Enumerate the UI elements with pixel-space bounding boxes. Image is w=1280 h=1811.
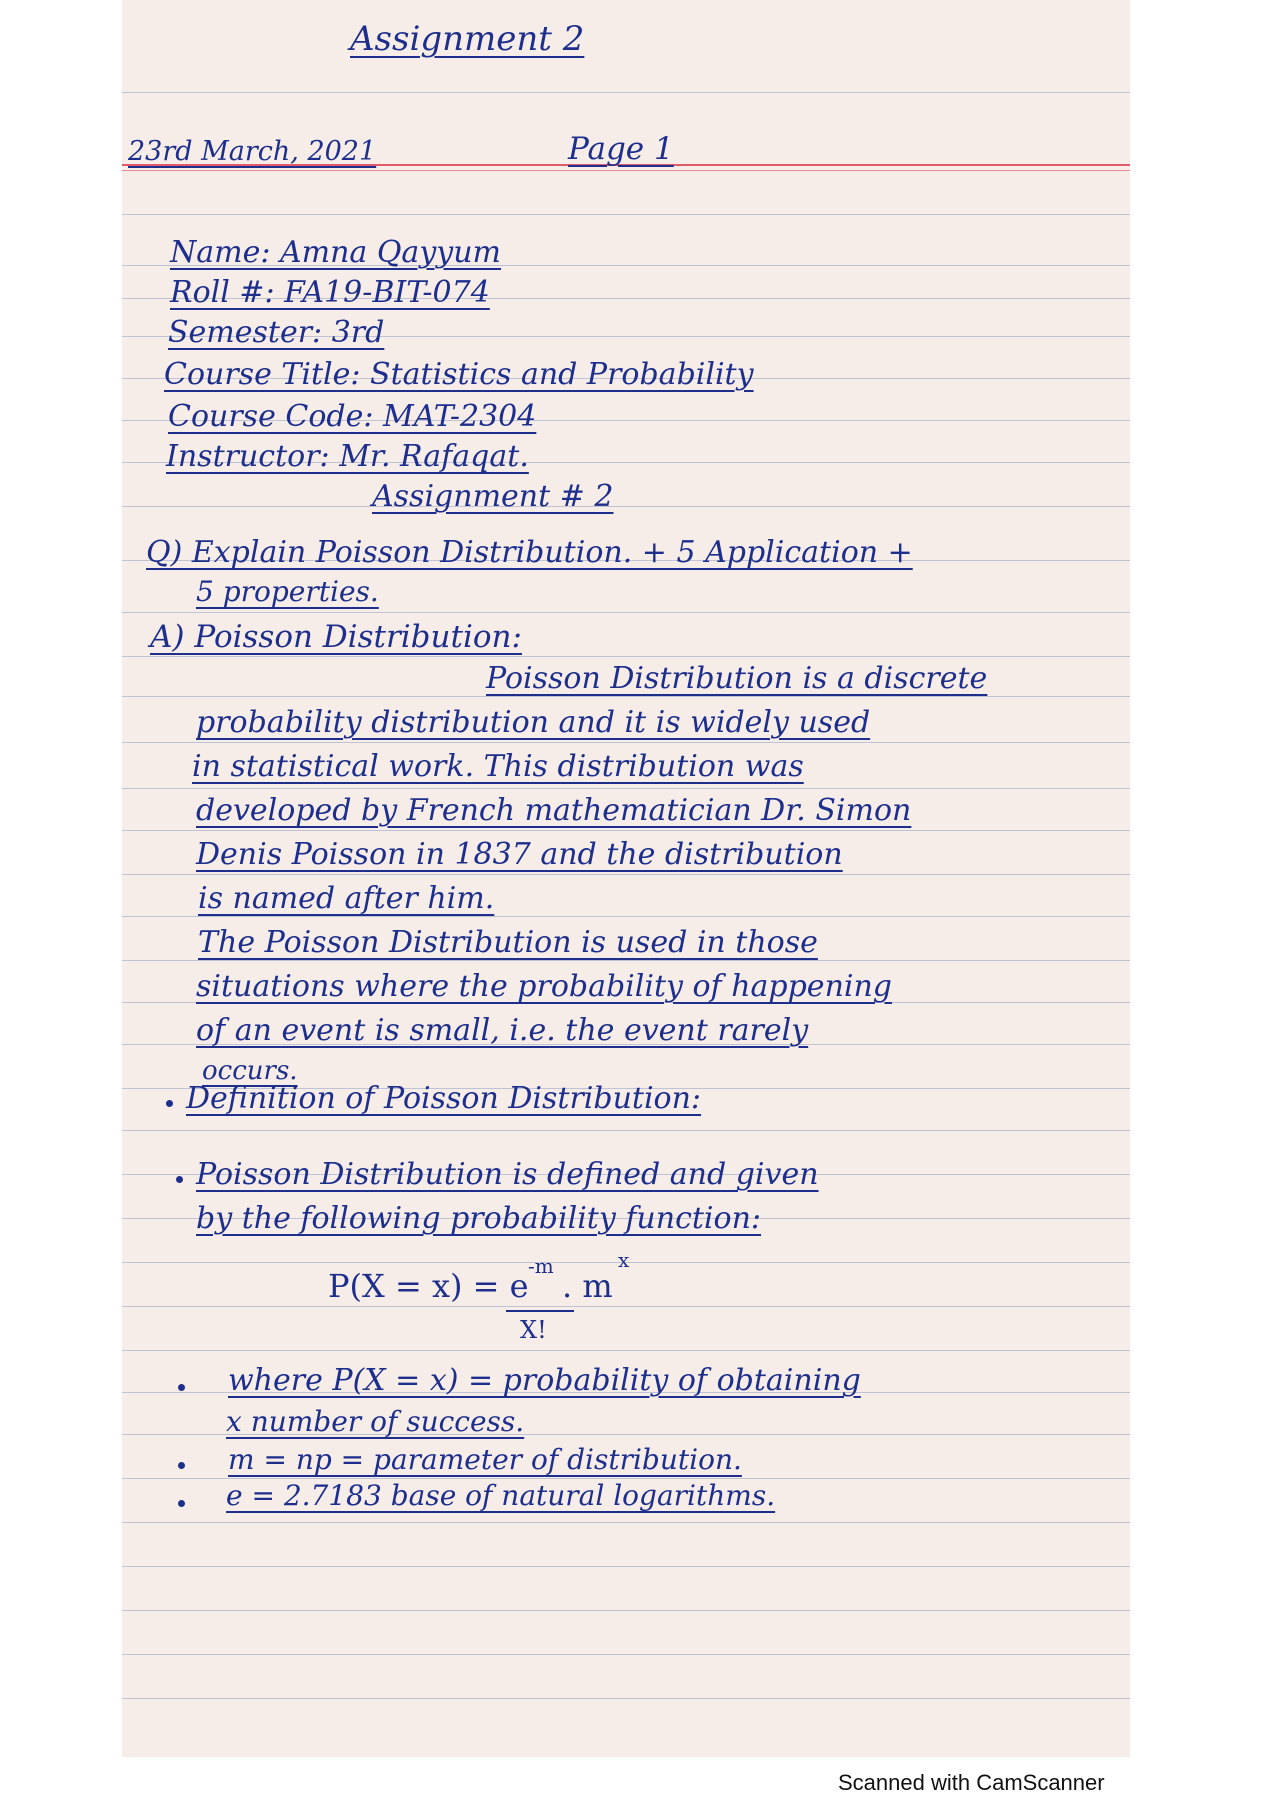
question-line: 5 properties.: [196, 575, 379, 608]
rule-line: [122, 696, 1130, 697]
rule-line: [122, 1350, 1130, 1351]
rule-line: [122, 1654, 1130, 1655]
paragraph-line: developed by French mathematician Dr. Simon: [196, 793, 912, 828]
rule-line: [122, 1610, 1130, 1611]
rule-line: [122, 960, 1130, 961]
definition-line: by the following probability function:: [196, 1201, 762, 1236]
rule-line: [122, 92, 1130, 93]
bullet-dot: [178, 1462, 185, 1469]
formula-exponent: x: [618, 1248, 630, 1272]
rule-line: [122, 1130, 1130, 1131]
fraction-bar: [506, 1310, 574, 1312]
rule-line: [122, 1306, 1130, 1307]
where-line: m = np = parameter of distribution.: [228, 1443, 742, 1476]
paragraph-line: Poisson Distribution is a discrete: [486, 661, 988, 696]
semester: Semester: 3rd: [168, 315, 385, 350]
course-title: Course Title: Statistics and Probability: [164, 357, 754, 392]
page-number: Page 1: [568, 131, 674, 167]
definition-line: Poisson Distribution is defined and given: [196, 1157, 819, 1192]
formula-denominator: X!: [520, 1316, 547, 1344]
course-code: Course Code: MAT-2304: [168, 399, 537, 434]
formula-lhs: P(X = x) = e: [328, 1267, 529, 1305]
rule-line: [122, 1698, 1130, 1699]
paragraph-line: is named after him.: [198, 881, 495, 916]
instructor: Instructor: Mr. Rafaqat.: [166, 439, 529, 474]
paragraph-line: of an event is small, i.e. the event rarely: [196, 1013, 809, 1048]
formula-exponent: -m: [528, 1254, 554, 1278]
roll-number: Roll #: FA19-BIT-074: [170, 275, 490, 310]
paragraph-line: in statistical work. This distribution was: [192, 749, 804, 784]
scanner-watermark: Scanned with CamScanner: [838, 1770, 1105, 1795]
rule-line: [122, 214, 1130, 215]
date: 23rd March, 2021: [128, 136, 377, 167]
margin-line: [122, 170, 1130, 171]
rule-line: [122, 1522, 1130, 1523]
rule-line: [122, 656, 1130, 657]
rule-line: [122, 916, 1130, 917]
notebook-page: [122, 0, 1130, 1757]
where-line: x number of success.: [226, 1405, 525, 1438]
rule-line: [122, 1566, 1130, 1567]
question-line: Q) Explain Poisson Distribution. + 5 Application +: [146, 535, 913, 570]
rule-line: [122, 830, 1130, 831]
rule-line: [122, 612, 1130, 613]
rule-line: [122, 874, 1130, 875]
paragraph-line: situations where the probability of happening: [196, 969, 893, 1004]
rule-line: [122, 506, 1130, 507]
bullet-dot: [178, 1500, 185, 1507]
definition-heading: Definition of Poisson Distribution:: [186, 1081, 702, 1116]
where-line: where P(X = x) = probability of obtaining: [228, 1363, 861, 1398]
bullet-dot: [166, 1100, 173, 1107]
assignment-number: Assignment # 2: [372, 479, 614, 514]
where-line: e = 2.7183 base of natural logarithms.: [226, 1479, 776, 1512]
bullet-dot: [176, 1176, 183, 1183]
bullet-dot: [178, 1384, 185, 1391]
answer-heading: A) Poisson Distribution:: [150, 619, 522, 655]
paragraph-line: Denis Poisson in 1837 and the distribution: [196, 837, 843, 872]
rule-line: [122, 788, 1130, 789]
student-name: Name: Amna Qayyum: [170, 235, 501, 270]
formula-mid: . m: [562, 1267, 613, 1305]
paragraph-line: probability distribution and it is widely used: [196, 705, 871, 740]
page-title: Assignment 2: [350, 19, 585, 59]
paragraph-line: The Poisson Distribution is used in those: [198, 925, 818, 960]
rule-line: [122, 742, 1130, 743]
paragraph-line: occurs.: [202, 1056, 298, 1086]
